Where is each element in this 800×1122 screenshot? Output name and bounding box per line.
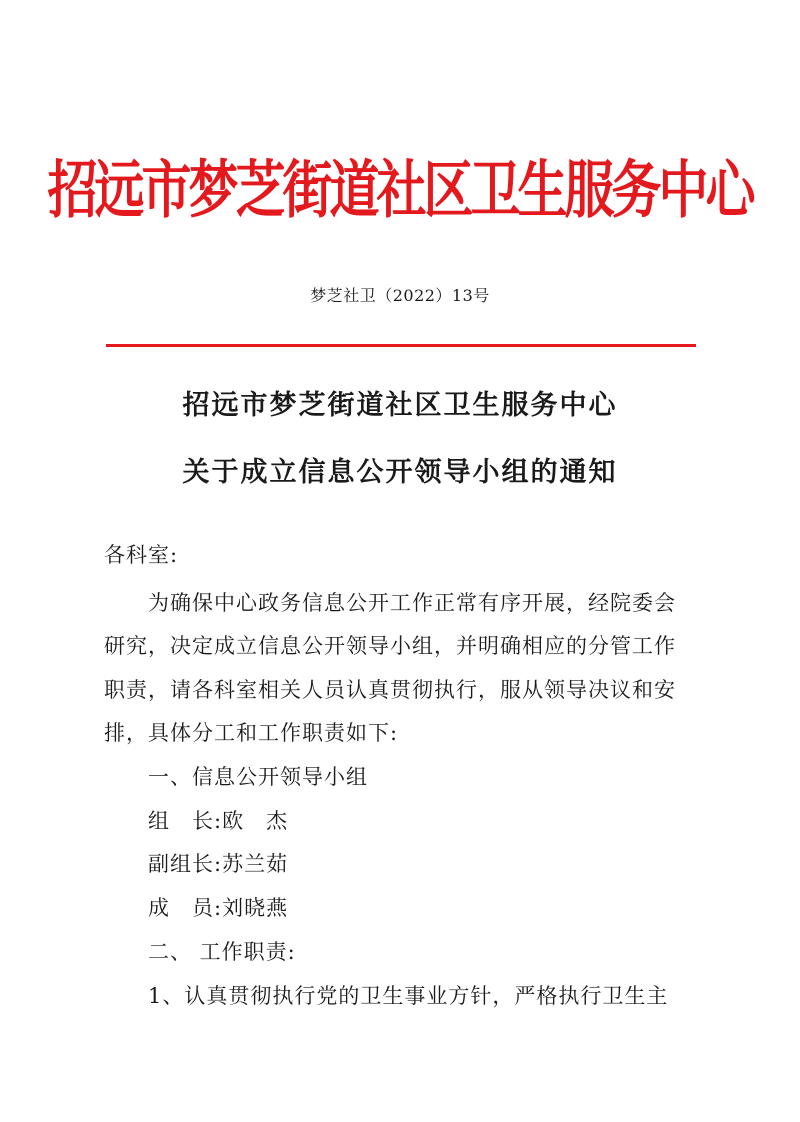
member-name: 苏兰茹 <box>222 852 289 876</box>
member-name: 欧 杰 <box>222 809 289 833</box>
notice-title-line-1: 招远市梦芝街道社区卫生服务中心 <box>182 390 618 421</box>
intro-line: 为确保中心政务信息公开工作正常有序开展，经院委会 <box>148 591 676 615</box>
member-name: 刘晓燕 <box>222 896 289 920</box>
member-row <box>148 806 288 836</box>
member-role: 组 长: <box>148 809 223 833</box>
notice-title-line-2: 关于成立信息公开领导小组的通知 <box>182 457 618 488</box>
duty-item: 1、认真贯彻执行党的卫生事业方针，严格执行卫生主 <box>148 984 669 1008</box>
document-number: 梦芝社卫（2022）13号 <box>310 286 490 305</box>
intro-line: 职责，请各科室相关人员认真贯彻执行，服从领导决议和安 <box>104 678 676 702</box>
section-1-heading: 一、信息公开领导小组 <box>148 765 368 789</box>
member-role: 成 员: <box>148 896 223 920</box>
member-row <box>148 849 288 879</box>
member-row <box>148 893 288 923</box>
red-divider-rule <box>106 344 696 347</box>
salutation: 各科室: <box>104 543 179 567</box>
section-2-heading: 二、 工作职责: <box>148 940 296 964</box>
issuer-masthead: 招远市梦芝街道社区卫生服务中心 <box>47 152 753 227</box>
intro-line: 排，具体分工和工作职责如下: <box>104 721 399 745</box>
member-role: 副组长: <box>148 852 223 876</box>
intro-line: 研究，决定成立信息公开领导小组，并明确相应的分管工作 <box>104 634 676 658</box>
